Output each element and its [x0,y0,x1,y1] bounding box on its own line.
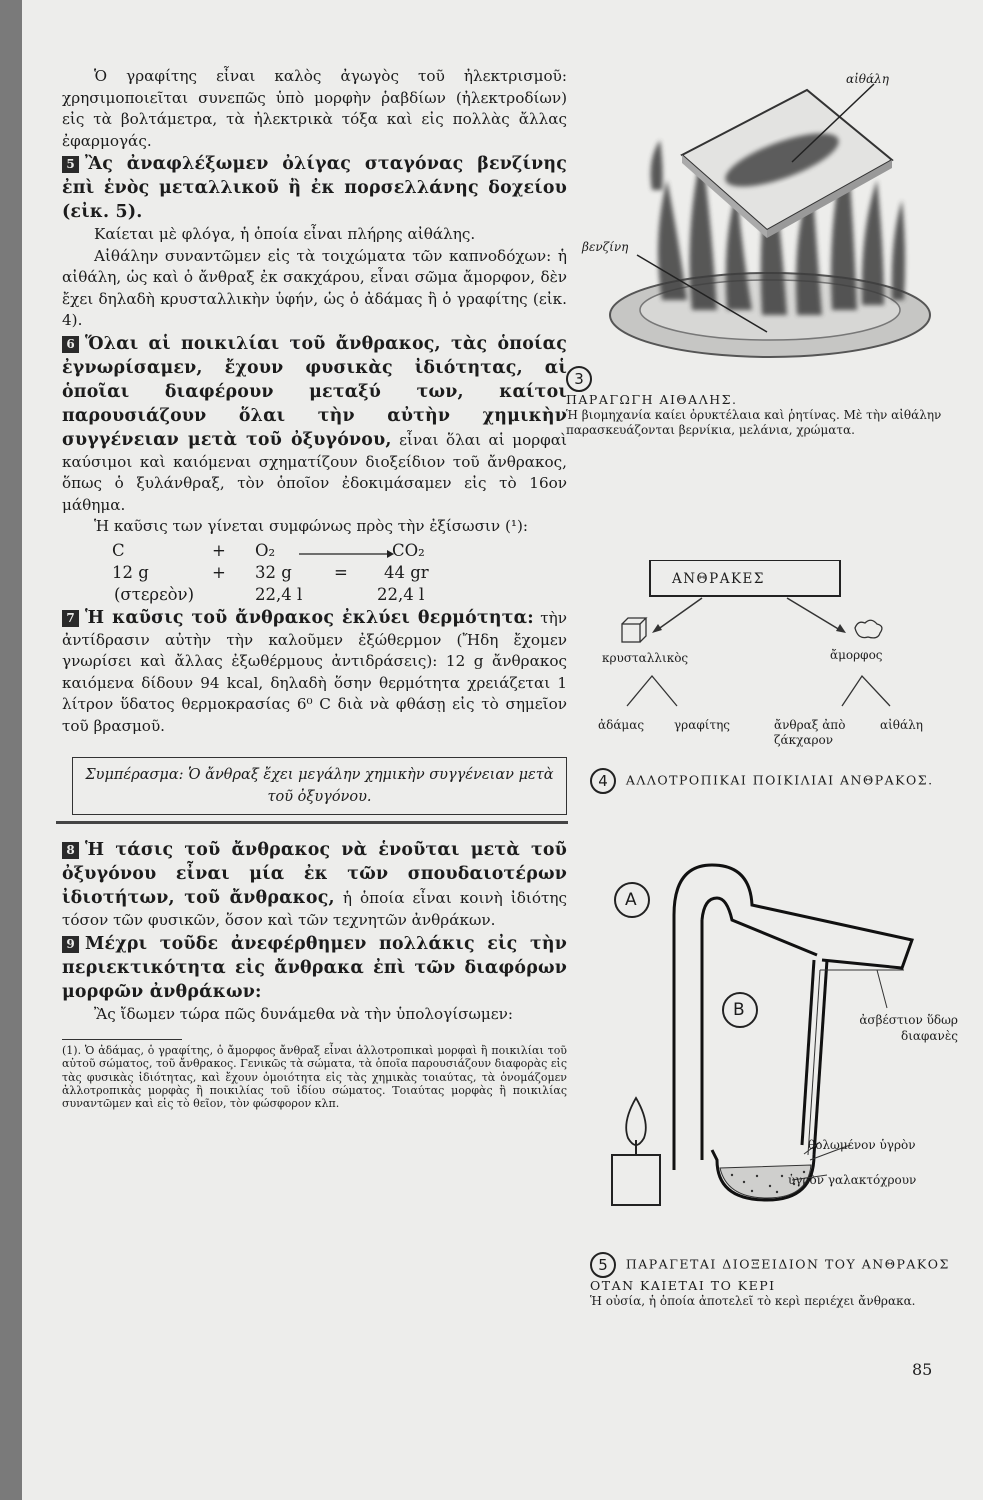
section-6-heading: Ὅλαι αἱ ποικιλίαι τοῦ ἄνθρακος, τὰς ὁποίας ἐγνωρίσαμεν, ἔχουν φυσικὰς ἰδιότητας, αἱ ὁποῖαι διαφέρουν μεταξύ των, καίτοι παρουσιάζουν ὅλαι τὴν αὐτὴν χημικὴν συγγένειαν μετὰ τοῦ ὀξυγόνου, [62,333,567,450]
section-number-6: 6 [62,336,79,353]
fig3-soot-label: αἰθάλη [846,72,889,86]
fig4-box-title: ΑΝΘΡΑΚΕΣ [672,571,765,587]
figure-3-title: ΠΑΡΑΓΩΓΗ ΑΙΘΑΛΗΣ. [566,392,738,407]
section-6 [62,332,567,517]
section-number-8: 8 [62,842,79,859]
section-8-text: ἡ ὁποία εἶναι κοινὴ ἰδιότης τόσον τῶν φυσικῶν, ὅσον καὶ τῶν τεχνητῶν ἀνθράκων. [62,889,567,929]
conclusion-box: Συμπέρασμα: Ὁ ἄνθραξ ἔχει μεγάλην χημικὴν συγγένειαν μετὰ τοῦ ὀξυγόνου. [72,757,567,815]
paragraph-calculate: Ἂς ἴδωμεν τώρα πῶς δυνάμεθα νὰ τὴν ὑπολογίσωμεν: [94,1004,514,1023]
fig5-label-A: A [625,890,637,910]
figure-3-soot-illustration [592,60,942,370]
eq-plus-2: + [212,562,226,582]
section-number-9: 9 [62,936,79,953]
figure-3-caption [566,366,956,438]
section-divider [56,821,568,824]
fig4-soot: αἰθάλη [880,718,923,732]
eq-plus-1: + [212,540,226,560]
footnote: (1). Ὁ ἀδάμας, ὁ γραφίτης, ὁ ἄμορφος ἄνθραξ εἶναι ἀλλοτροπικαὶ μορφαὶ ἢ ποικιλίαι τοῦ αὐτοῦ σώματος, τοῦ ἄνθρακος. Γενικῶς τὰ σώματα, τὰ ὁποῖα παρουσιάζουν διαφορὰς εἰς τὰς φυσικὰς ἰδιότητας, καὶ ἔχουν ὁμοιότητα εἰς τὰς χημικὰς τοιαύτας, τὰ ὀνομάζομεν ἀλλοτροπικὰς μορφὰς ἢ ποικιλίας τοῦ ἰδίου σώματος. Τοιαύτας μορφὰς ἢ ποικιλίας συναντῶμεν καὶ εἰς τὸ θεῖον, τὸν φώσφορον κλπ. [62,1044,567,1111]
fig5-limewater: ἀσβέστιον ὕδωρ διαφανὲς [859,1013,958,1043]
figure-5-number: 5 [590,1252,616,1278]
fig4-graphite: γραφίτης [674,718,730,732]
figure-5-caption-text: Ἡ οὐσία, ἡ ὁποία ἀποτελεῖ τὸ κερὶ περιέχει ἄνθρακα. [590,1294,916,1308]
fig5-label-B: B [733,1000,745,1020]
section-9 [62,932,567,1004]
eq-volume-2: 22,4 l [377,584,425,604]
section-number-7: 7 [62,610,79,627]
section-5 [62,152,567,224]
footnote-rule [62,1039,182,1040]
figure-4-caption [590,768,960,794]
figure-3-caption-text: Ἡ βιομηχανία καίει ὀρυκτέλαια καὶ ῥητίνας. Μὲ τὴν αἰθάλην παρασκευάζονται βερνίκια, μελάνια, χρώματα. [566,408,942,437]
fig4-crystalline: κρυσταλλικὸς [602,651,689,665]
eq-44gr: 44 gr [384,562,429,582]
eq-co2: CO₂ [392,540,425,560]
section-8 [62,838,567,932]
figure-5-caption [590,1252,960,1309]
eq-32g: 32 g [255,562,292,582]
eq-solid: (στερεὸν) [114,584,195,604]
cube-icon [622,618,646,642]
amorphous-icon [855,620,882,638]
combustion-equation [62,540,567,606]
figure-5-title: ΠΑΡΑΓΕΤΑΙ ΔΙΟΞΕΙΔΙΟΝ ΤΟΥ ΑΝΘΡΑΚΟΣ ΟΤΑΝ ΚΑΙΕΤΑΙ ΤΟ ΚΕΡΙ [590,1256,950,1293]
eq-equals: = [334,562,348,582]
section-7-text: τὴν ἀντίδρασιν αὐτὴν τὴν καλοῦμεν ἐξώθερμον (Ἤδη ἔχομεν γνωρίσει καὶ ἄλλας ἐξωθέρμους ἀντιδράσεις): 12 g ἄνθρακος καιόμενα δίδουν 94 kcal, δηλαδὴ ὅσην θερμότητα χρειάζεται 1 λίτρον ὕδατος θερμοκρασίας 6⁰ C διὰ νὰ φθάσῃ εἰς τὸ σημεῖον τοῦ βρασμοῦ. [62,608,568,735]
paragraph-graphite: Ὁ γραφίτης εἶναι καλὸς ἀγωγὸς τοῦ ἠλεκτρισμοῦ: χρησιμοποιεῖται συνεπῶς ὑπὸ μορφὴν ῥαβδίων (ἠλεκτροδίων) εἰς τὰ βολτάμετρα, τὰ ἠλεκτρικὰ τόξα καὶ εἰς πολλὰς ἄλλας ἐφαρμογάς. [62,67,567,150]
paragraph-flame: Καίεται μὲ φλόγα, ἡ ὁποία εἶναι πλήρης αἰθάλης. [94,225,476,243]
figure-5-candle-experiment [582,860,982,1240]
fig4-diamond: ἀδάμας [598,718,645,732]
fig4-sugar-carbon: ἄνθραξ ἀπὸ ζάκχαρον [774,718,846,747]
figure-4-title: ΑΛΛΟΤΡΟΠΙΚΑΙ ΠΟΙΚΙΛΙΑΙ ΑΝΘΡΑΚΟΣ. [625,772,934,788]
fig4-amorphous: ἄμορφος [830,648,883,662]
eq-carbon: C [112,540,125,560]
book-page [22,0,983,1500]
eq-arrow [299,549,394,559]
figure-4-number: 4 [590,768,616,794]
section-5-heading: Ἂς ἀναφλέξωμεν ὀλίγας σταγόνας βενζίνης ἐπὶ ἑνὸς μεταλλικοῦ ἢ ἐκ πορσελλάνης δοχείου (εἰκ. 5). [62,154,567,222]
section-6-text: εἶναι ὅλαι αἱ μορφαὶ καύσιμοι καὶ καιόμεναι σχηματίζουν διοξείδιον τοῦ ἄνθρακος, ὅπως ὁ ξυλάνθραξ, τὸν ὁποῖον ἐδοκιμάσαμεν εἰς τὸ 16ον μάθημα. [62,430,567,514]
paragraph-soot: Αἰθάλην συναντῶμεν εἰς τὰ τοιχώματα τῶν καπνοδόχων: ἡ αἰθάλη, ὡς καὶ ὁ ἄνθραξ ἐκ σακχάρου, εἶναι σῶμα ἄμορφον, δὲν ἔχει δηλαδὴ κρυσταλλικὴν ὑφήν, ὡς ὁ ἀδάμας ἢ ὁ γραφίτης (εἰκ. 4). [62,246,567,329]
fig5-cloudy: θολωμένον ὑγρὸν [808,1138,916,1152]
section-number-5: 5 [62,156,79,173]
figure-3-number: 3 [566,366,592,392]
eq-12g: 12 g [112,562,149,582]
page-number: 85 [912,1360,933,1379]
section-7-heading: Ἡ καῦσις τοῦ ἄνθρακος ἐκλύει θερμότητα: [85,607,534,628]
candle-icon [612,1098,660,1205]
paragraph-equation-intro: Ἡ καῦσις των γίνεται συμφώνως πρὸς τὴν ἐξίσωσιν (¹): [94,517,529,535]
fig3-benzine-label: βενζίνη [582,240,629,254]
eq-volume-1: 22,4 l [255,584,303,604]
section-7 [62,606,567,738]
section-8-heading: Ἡ τάσις τοῦ ἄνθρακος νὰ ἑνοῦται μετὰ τοῦ ὀξυγόνου εἶναι μία ἐκ τῶν σπουδαιοτέρων ἰδιοτήτων, τοῦ ἄνθρακος, [62,840,567,908]
main-text-column [62,66,567,1110]
eq-oxygen: O₂ [255,540,276,560]
fig5-milky: ὑγρὸν γαλακτόχρουν [788,1173,917,1187]
section-9-heading: Μέχρι τοῦδε ἀνεφέρθημεν πολλάκις εἰς τὴν περιεκτικότητα εἰς ἄνθρακα ἐπὶ τῶν διαφόρων μορφῶν ἀνθράκων: [62,933,567,1002]
